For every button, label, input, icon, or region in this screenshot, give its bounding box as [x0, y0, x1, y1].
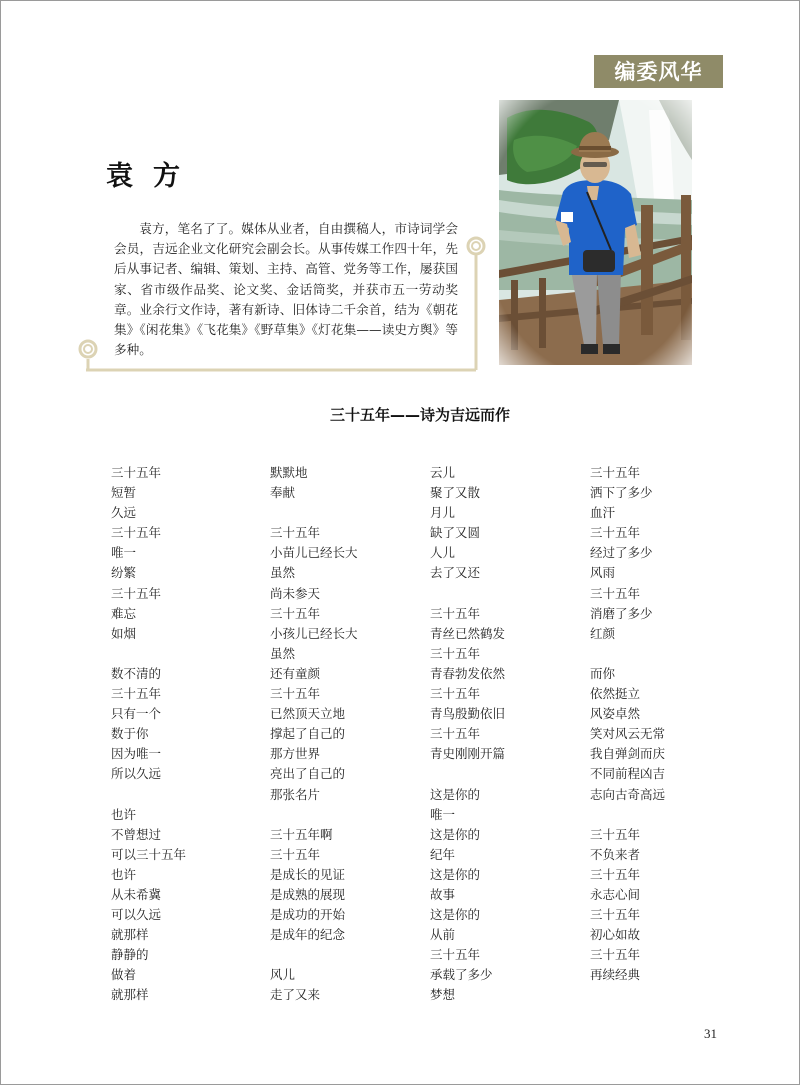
- poem-line: 三十五年: [590, 826, 641, 842]
- poem-line: 亮出了自己的: [270, 766, 346, 782]
- poem-line: 纪年: [430, 846, 456, 862]
- poem-line: 所以久远: [111, 766, 162, 782]
- poem-line: 不负来者: [590, 846, 641, 862]
- poem-line: 洒下了多少: [590, 485, 653, 501]
- poem-line: [430, 584, 580, 604]
- poem-line: 从前: [430, 927, 456, 943]
- author-name: 袁方: [106, 161, 200, 192]
- poem-line: 志向古奇高远: [590, 786, 666, 802]
- poem-line: [590, 644, 740, 664]
- poem-line: 梦想: [430, 987, 456, 1003]
- poem-line: 三十五年: [111, 465, 162, 480]
- poem-line: 三十五年: [430, 645, 481, 661]
- poem-column-2: [270, 463, 420, 1006]
- poem-line: 做着: [111, 967, 137, 983]
- poem-line: 依然挺立: [590, 686, 641, 702]
- poem-line: 虽然: [270, 565, 296, 581]
- poem-line: 小苗儿已经长大: [270, 545, 358, 561]
- poem-line: 青鸟殷勤依旧: [430, 706, 506, 722]
- poem-line: 故事: [430, 886, 456, 902]
- poem-line: 数不清的: [111, 665, 162, 681]
- poem-line: 短暂: [111, 485, 137, 501]
- poem-line: 三十五年啊: [270, 826, 333, 842]
- poem-line: 只有一个: [111, 706, 162, 722]
- poem-title: 三十五年——诗为吉远而作: [329, 406, 510, 424]
- poem-line: 三十五年: [270, 605, 321, 621]
- poem-line: 虽然: [270, 645, 296, 661]
- poem-line: 久远: [111, 505, 137, 521]
- poem-line: 这是你的: [430, 907, 481, 923]
- poem-line: 去了又还: [430, 565, 481, 581]
- poem-line: 撑起了自己的: [270, 726, 346, 742]
- poem-line: 三十五年: [430, 726, 481, 742]
- poem-line: 默默地: [270, 465, 308, 480]
- poem-line: 可以三十五年: [111, 846, 187, 862]
- poem-line: [430, 764, 580, 784]
- poem-line: 难忘: [111, 605, 137, 621]
- poem-line: 三十五年: [590, 947, 641, 963]
- poem-line: [270, 945, 420, 965]
- poem-line: 缺了又圆: [430, 525, 481, 541]
- poem-line: 三十五年: [590, 907, 641, 923]
- poem-line: 青丝已然鹤发: [430, 625, 506, 641]
- poem-line: 风雨: [590, 565, 616, 581]
- poem-line: 这是你的: [430, 786, 481, 802]
- poem-line: 三十五年: [430, 686, 481, 702]
- poem-line: [111, 785, 261, 805]
- poem-line: 三十五年: [590, 525, 641, 541]
- poem-line: 如烟: [111, 625, 137, 641]
- poem-line: 云儿: [430, 465, 456, 480]
- poem-line: 青史刚刚开篇: [430, 746, 506, 762]
- poem-line: 经过了多少: [590, 545, 653, 561]
- poem-line: 也许: [111, 866, 137, 882]
- poem-line: 这是你的: [430, 866, 481, 882]
- section-tag: 编委风华: [594, 55, 723, 88]
- poem-line: 就那样: [111, 987, 149, 1003]
- poem-line: 承载了多少: [430, 967, 493, 983]
- poem-line: 已然顶天立地: [270, 706, 346, 722]
- poem-line: 那张名片: [270, 786, 321, 802]
- poem-line: 初心如故: [590, 927, 641, 943]
- poem-column-1: [111, 463, 261, 1006]
- poem-line: 三十五年: [590, 465, 641, 480]
- poem-line: 小孩儿已经长大: [270, 625, 358, 641]
- poem-line: 三十五年: [590, 585, 641, 601]
- poem-line: 可以久远: [111, 907, 162, 923]
- poem-line: 再续经典: [590, 967, 641, 983]
- poem-line: 三十五年: [270, 686, 321, 702]
- poem-column-4: [590, 463, 740, 985]
- poem-line: 三十五年: [590, 866, 641, 882]
- poem-line: 我自弹剑而庆: [590, 746, 666, 762]
- poem-line: 血汗: [590, 505, 616, 521]
- poem-line: 静静的: [111, 947, 149, 963]
- poem-line: 是成长的见证: [270, 866, 346, 882]
- poem-line: 是成年的纪念: [270, 927, 346, 943]
- poem-column-3: [430, 463, 580, 1006]
- poem-line: 这是你的: [430, 826, 481, 842]
- author-photo: [499, 100, 692, 365]
- poem-line: 风姿卓然: [590, 706, 641, 722]
- poem-line: 红颜: [590, 625, 616, 641]
- poem-line: 人儿: [430, 545, 456, 561]
- poem-line: 三十五年: [430, 947, 481, 963]
- poem-line: 三十五年: [111, 525, 162, 541]
- poem-line: 月儿: [430, 505, 456, 521]
- poem-line: 奉献: [270, 485, 296, 501]
- poem-line: 唯一: [111, 545, 137, 561]
- poem-line: 而你: [590, 665, 616, 681]
- poem-line: 青春勃发依然: [430, 665, 506, 681]
- poem-line: 风儿: [270, 967, 296, 983]
- poem-line: 从未希冀: [111, 886, 162, 902]
- poem-line: 笑对风云无常: [590, 726, 666, 742]
- poem-line: 就那样: [111, 927, 149, 943]
- poem-line: 走了又来: [270, 987, 321, 1003]
- poem-line: 是成功的开始: [270, 907, 346, 923]
- poem-line: 聚了又散: [430, 485, 481, 501]
- poem-line: 三十五年: [111, 686, 162, 702]
- poem-line: 三十五年: [270, 846, 321, 862]
- poem-line: 唯一: [430, 806, 456, 822]
- poem-line: 因为唯一: [111, 746, 162, 762]
- poem-line: 是成熟的展现: [270, 886, 346, 902]
- poem-line: 还有童颜: [270, 665, 321, 681]
- poem-line: 不曾想过: [111, 826, 162, 842]
- poem-line: 纷繁: [111, 565, 137, 581]
- poem-line: 消磨了多少: [590, 605, 653, 621]
- page-number: 31: [704, 1026, 717, 1041]
- poem-line: 不同前程凶吉: [590, 766, 666, 782]
- author-bio: 袁方，笔名了了。媒体从业者，自由撰稿人，市诗词学会会员，吉远企业文化研究会副会长。从事传媒工作四十年，先后从事记者、编辑、策划、主持、高管、党务等工作，屡获国家、省市级作品奖、论文奖、金话筒奖，并获市五一劳动奖章。业余行文作诗，著有新诗、旧体诗二千余首，结为《朝花集》《闲花集》《飞花集》《野草集》《灯花集——读史方舆》等多种。: [114, 221, 458, 358]
- poem-line: 三十五年: [270, 525, 321, 541]
- poem-line: [111, 644, 261, 664]
- poem-line: 数于你: [111, 726, 149, 742]
- poem-line: 尚未参天: [270, 585, 321, 601]
- poem-line: 那方世界: [270, 746, 321, 762]
- poem-line: [270, 503, 420, 523]
- poem-line: 永志心间: [590, 886, 641, 902]
- poem-line: [590, 805, 740, 825]
- poem-line: [270, 805, 420, 825]
- poem-line: 也许: [111, 806, 137, 822]
- poem-line: 三十五年: [430, 605, 481, 621]
- poem-line: 三十五年: [111, 585, 162, 601]
